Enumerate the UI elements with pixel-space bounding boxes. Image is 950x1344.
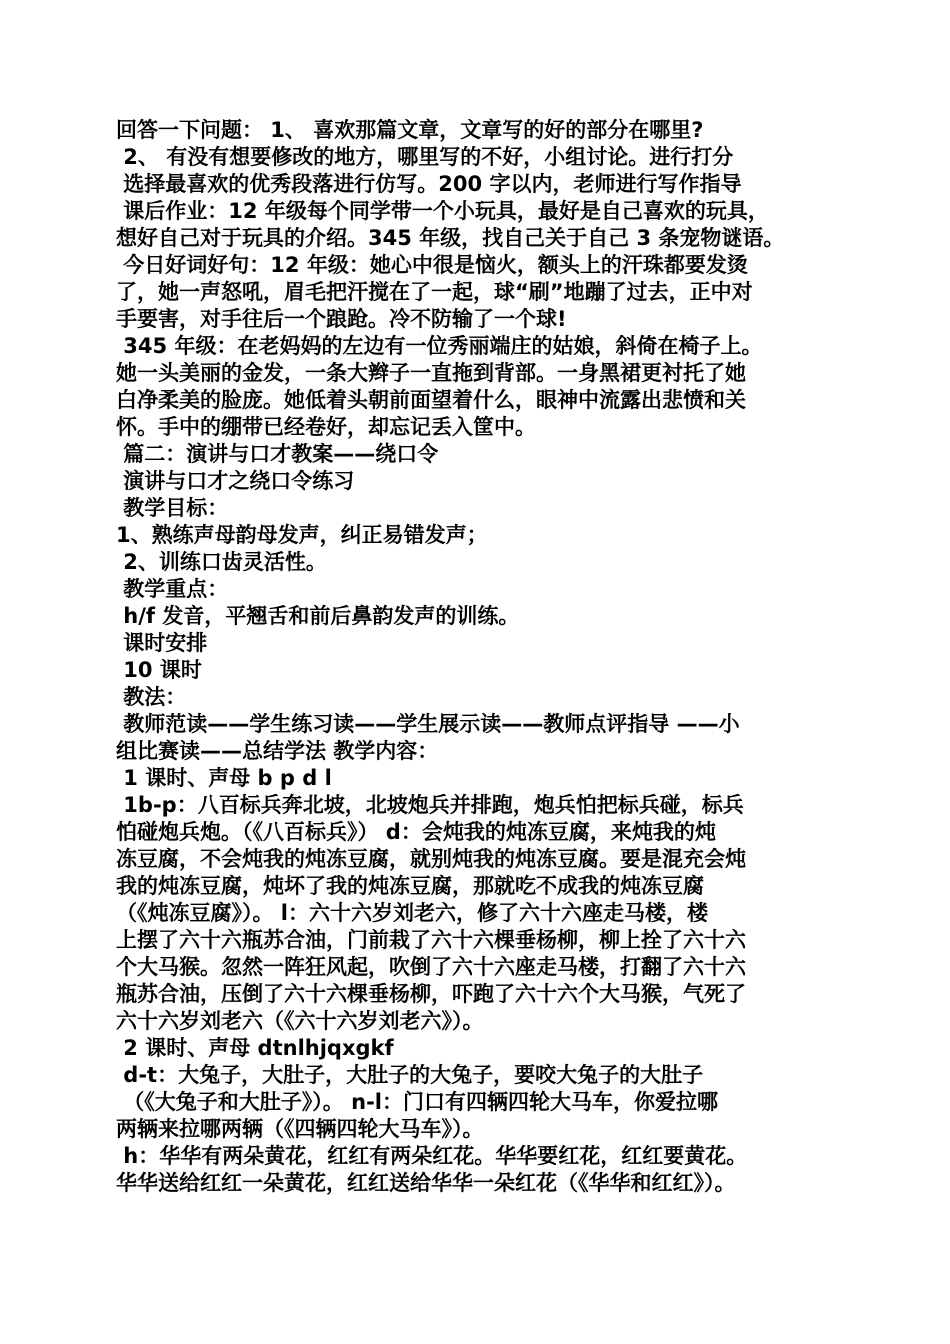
heading-schedule: 课时安排 <box>116 631 208 655</box>
lesson-title: 演讲与口才之绕口令练习 <box>116 469 355 493</box>
text-line: 上摆了六十六瓶苏合油，门前栽了六十六棵垂杨柳，柳上拴了六十六 <box>116 928 746 952</box>
goal-item: 2、训练口齿灵活性。 <box>116 550 327 574</box>
text-line: 冻豆腐，不会炖我的炖冻豆腐，就别炖我的炖冻豆腐。要是混充会炖 <box>116 847 746 871</box>
text-line: 怀。手中的绷带已经卷好，却忘记丢入筐中。 <box>116 415 536 439</box>
text-line: h/f 发音，平翘舌和前后鼻韵发声的训练。 <box>116 604 520 628</box>
text-line: 345 年级：在老妈妈的左边有一位秀丽端庄的姑娘，斜倚在椅子上。 <box>116 334 763 358</box>
text-line: 今日好词好句：12 年级：她心中很是恼火，额头上的汗珠都要发烫 <box>116 253 748 277</box>
text-line: 手要害，对手往后一个踉跄。冷不防输了一个球! <box>116 307 567 331</box>
text-line: 怕碰炮兵炮。（《八百标兵》） d：会炖我的炖冻豆腐，来炖我的炖 <box>116 820 716 844</box>
lesson-heading: 2 课时、声母 dtnlhjqxgkf <box>116 1036 394 1060</box>
document-page <box>116 117 854 1197</box>
text-line: 1b-p：八百标兵奔北坡，北坡炮兵并排跑，炮兵怕把标兵碰，标兵 <box>116 793 744 817</box>
heading-teaching-goals: 教学目标： <box>116 496 229 520</box>
text-line: 组比赛读——总结学法 教学内容： <box>116 739 439 763</box>
text-line: 选择最喜欢的优秀段落进行仿写。200 字以内，老师进行写作指导 <box>116 172 742 196</box>
text-line: 个大马猴。忽然一阵狂风起，吹倒了六十六座走马楼，打翻了六十六 <box>116 955 746 979</box>
section-heading: 篇二：演讲与口才教案——绕口令 <box>116 442 439 466</box>
text-line: h：华华有两朵黄花，红红有两朵红花。华华要红花，红红要黄花。 <box>116 1144 748 1168</box>
text-line: 六十六岁刘老六（《六十六岁刘老六》）。 <box>116 1009 484 1033</box>
text-line: 我的炖冻豆腐，炖坏了我的炖冻豆腐，那就吃不成我的炖冻豆腐 <box>116 874 704 898</box>
lesson-heading: 1 课时、声母 b p d l <box>116 766 332 790</box>
text-line: 课后作业：12 年级每个同学带一个小玩具，最好是自己喜欢的玩具， <box>116 199 769 223</box>
heading-teaching-focus: 教学重点： <box>116 577 229 601</box>
text-line: 两辆来拉哪两辆（《四辆四轮大马车》）。 <box>116 1117 484 1141</box>
text-line: 10 课时 <box>116 658 202 682</box>
text-line: 2、 有没有想要修改的地方，哪里写的不好，小组讨论。进行打分 <box>116 145 734 169</box>
text-line: （《炖冻豆腐》）。 l：六十六岁刘老六，修了六十六座走马楼，楼 <box>116 901 709 925</box>
text-line: 白净柔美的脸庞。她低着头朝前面望着什么，眼神中流露出悲愤和关 <box>116 388 746 412</box>
text-line: （《大兔子和大肚子》）。 n-l：门口有四辆四轮大马车，你爱拉哪 <box>116 1090 718 1114</box>
heading-method: 教法： <box>116 685 187 709</box>
text-line: 了，她一声怒吼，眉毛把汗搅在了一起，球“刷”地蹦了过去，正中对 <box>116 280 753 304</box>
text-line: 瓶苏合油，压倒了六十六棵垂杨柳，吓跑了六十六个大马猴，气死了 <box>116 982 746 1006</box>
text-line: 回答一下问题： 1、 喜欢那篇文章，文章写的好的部分在哪里? <box>116 118 704 142</box>
goal-item: 1、熟练声母韵母发声，纠正易错发声； <box>116 523 488 547</box>
text-line: 教师范读——学生练习读——学生展示读——教师点评指导 ——小 <box>116 712 740 736</box>
text-line: 她一头美丽的金发，一条大辫子一直拖到背部。一身黑裙更衬托了她 <box>116 361 746 385</box>
text-line: 华华送给红红一朵黄花，红红送给华华一朵红花（《华华和红红》）。 <box>116 1171 736 1195</box>
text-line: 想好自己对于玩具的介绍。345 年级，找自己关于自己 3 条宠物谜语。 <box>116 226 785 250</box>
text-line: d-t：大兔子，大肚子，大肚子的大兔子，要咬大兔子的大肚子 <box>116 1063 704 1087</box>
